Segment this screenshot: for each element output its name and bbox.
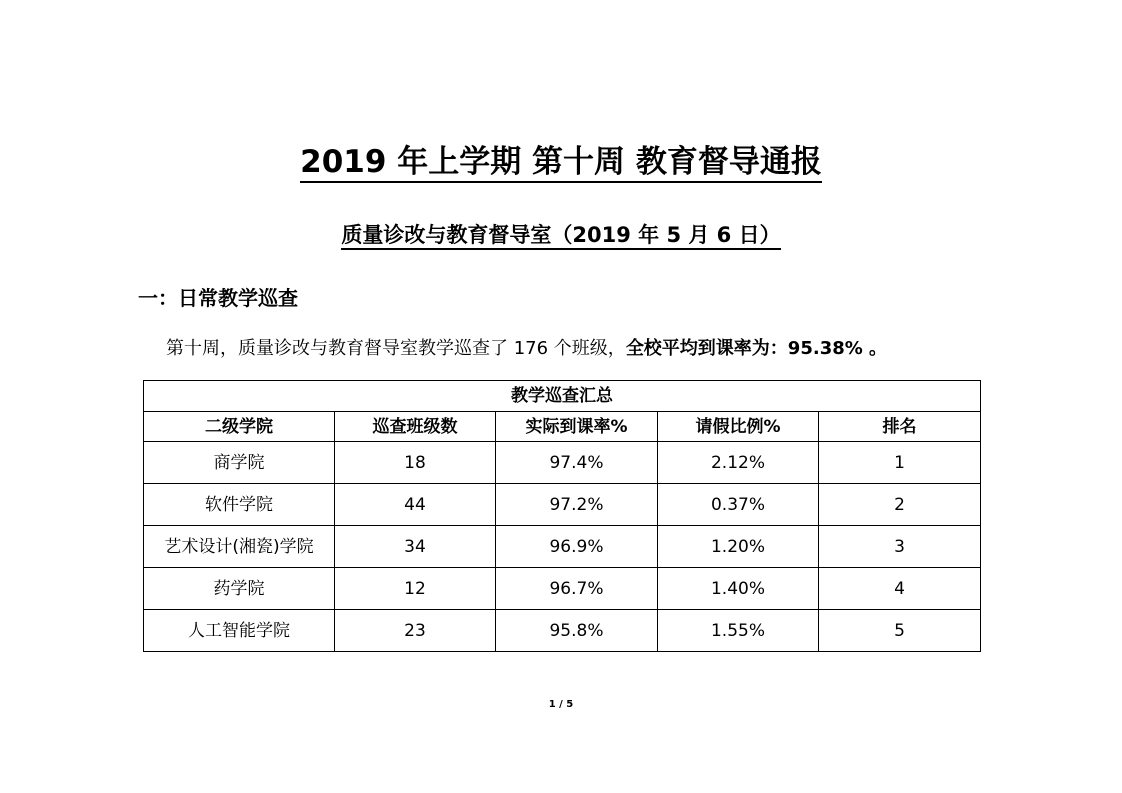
document-subtitle — [0, 219, 1122, 251]
summary-text: 第十周，质量诊改与教育督导室教学巡查了 176 个班级， — [166, 338, 626, 359]
table-caption-row — [144, 381, 981, 412]
table-caption: 教学巡查汇总 — [144, 381, 981, 412]
table-row — [144, 484, 981, 526]
header-rank: 排名 — [819, 412, 981, 442]
cell-college: 商学院 — [144, 442, 335, 484]
page-number: 1 / 5 — [548, 699, 574, 710]
cell-rank: 1 — [819, 442, 981, 484]
cell-class-count: 18 — [335, 442, 496, 484]
cell-leave-ratio: 1.20% — [658, 526, 819, 568]
cell-college: 药学院 — [144, 568, 335, 610]
cell-attendance-rate: 97.4% — [496, 442, 658, 484]
header-leave-ratio: 请假比例% — [658, 412, 819, 442]
header-class-count: 巡查班级数 — [335, 412, 496, 442]
cell-class-count: 23 — [335, 610, 496, 652]
cell-leave-ratio: 0.37% — [658, 484, 819, 526]
document-title — [0, 140, 1122, 184]
inspection-summary-table — [143, 380, 981, 652]
cell-leave-ratio: 2.12% — [658, 442, 819, 484]
table-header-row — [144, 412, 981, 442]
cell-class-count: 44 — [335, 484, 496, 526]
table-row — [144, 568, 981, 610]
cell-class-count: 34 — [335, 526, 496, 568]
cell-college: 人工智能学院 — [144, 610, 335, 652]
section-heading: 一：日常教学巡查 — [138, 286, 298, 310]
cell-leave-ratio: 1.40% — [658, 568, 819, 610]
cell-class-count: 12 — [335, 568, 496, 610]
document-title-text: 2019 年上学期 第十周 教育督导通报 — [300, 144, 822, 183]
cell-attendance-rate: 97.2% — [496, 484, 658, 526]
cell-rank: 4 — [819, 568, 981, 610]
cell-leave-ratio: 1.55% — [658, 610, 819, 652]
header-attendance-rate: 实际到课率% — [496, 412, 658, 442]
cell-college: 艺术设计(湘瓷)学院 — [144, 526, 335, 568]
table-row — [144, 610, 981, 652]
summary-paragraph — [166, 334, 887, 364]
cell-attendance-rate: 95.8% — [496, 610, 658, 652]
table-row — [144, 442, 981, 484]
cell-rank: 2 — [819, 484, 981, 526]
cell-attendance-rate: 96.7% — [496, 568, 658, 610]
document-subtitle-text: 质量诊改与教育督导室（2019 年 5 月 6 日） — [341, 223, 780, 250]
header-college: 二级学院 — [144, 412, 335, 442]
cell-college: 软件学院 — [144, 484, 335, 526]
cell-rank: 3 — [819, 526, 981, 568]
table-row — [144, 526, 981, 568]
cell-rank: 5 — [819, 610, 981, 652]
summary-average-rate: 全校平均到课率为：95.38% 。 — [625, 338, 888, 359]
cell-attendance-rate: 96.9% — [496, 526, 658, 568]
